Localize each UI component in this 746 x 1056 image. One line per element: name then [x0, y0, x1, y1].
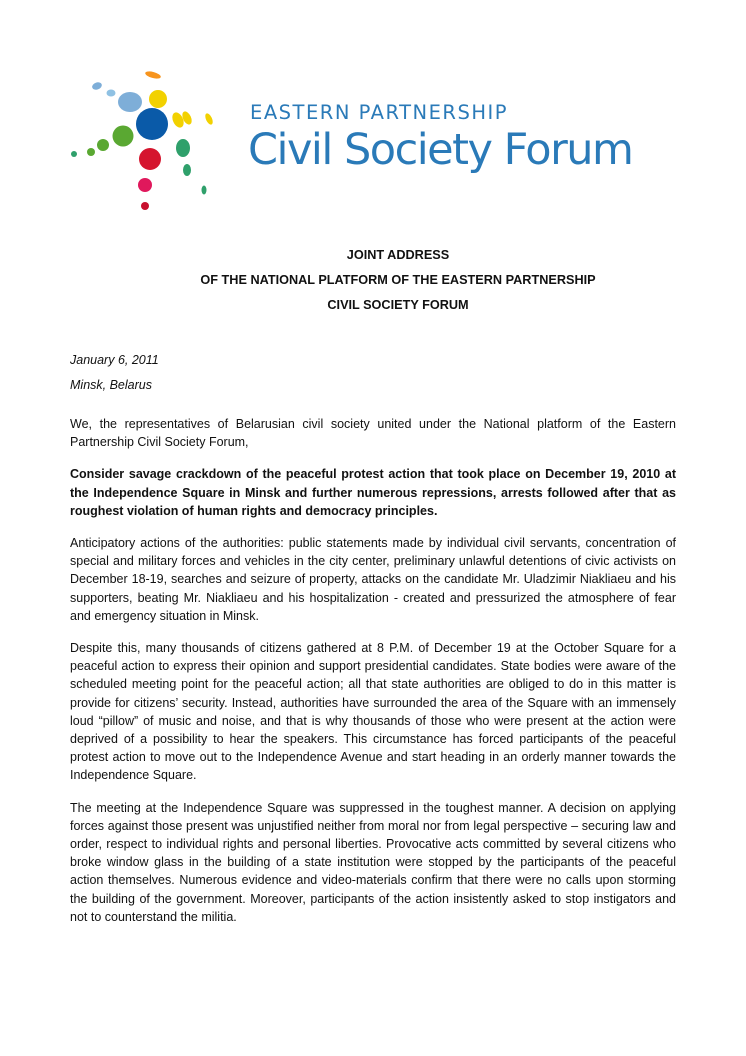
paragraph-anticipatory-actions: Anticipatory actions of the authorities: public statements made by individual civil servants, concentration of special and military forces and vehicles in the city center, preliminary unlawful detentions of civic activists on December 18-19, searches and seizure of property, attacks on the candidate Mr. Uladzimir Niakliaeu and his supporters, beating Mr. Niakliaeu and his hospitalization - created and pressurized the atmosphere of fear and emergency situation in Minsk.	[70, 536, 676, 623]
document-meta	[70, 348, 159, 398]
brand-title-main: Civil Society Forum	[248, 125, 633, 175]
document-body	[70, 415, 676, 940]
paragraph-independence-square: The meeting at the Independence Square was suppressed in the toughest manner. A decision on applying forces against those present was unjustified neither from moral nor from legal perspective – securing law and order, respect to individual rights and personal liberties. Provocative acts committed by several citizens who broke window glass in the building of a state institution were stopped by the participants of the peaceful action themselves. Numerous evidence and video-materials confirm that there were no calls upon storming the building of the government. Moreover, participants of the action insistently asked to stop instigators and not to counterstand the militia.	[70, 800, 676, 924]
paragraph-intro: We, the representatives of Belarusian civil society united under the National platform of the Eastern Partnership Civil Society Forum,	[70, 417, 676, 450]
paragraph-statement: Consider savage crackdown of the peaceful protest action that took place on December 19, 2010 at the Independence Square in Minsk and further numerous repressions, arrests followed after that as roughest violation of human rights and democracy principles.	[70, 467, 676, 518]
title-line-1: JOINT ADDRESS	[346, 248, 450, 262]
paragraph-october-square: Despite this, many thousands of citizens gathered at 8 P.M. of December 19 at the October Square for a peaceful action to express their opinion and support presidential candidates. State bodies were aware of the scheduled meeting point for the peaceful action; all that state authorities are obliged to do in this matter is provide for citizens’ security. Instead, authorities have surrounded the area of the Square with an immensely loud “pillow” of music and noise, and that is why thousands of those who were present at the action were deprived of a possibility to hear the speakers. This circumstance has forced participants of the peaceful protest action to move out to the Independence Avenue and start heading in an orderly manner towards the Independence Square.	[70, 641, 676, 783]
document-date: January 6, 2011	[70, 353, 159, 367]
document-title	[0, 243, 746, 318]
forum-logo-icon	[66, 66, 226, 216]
document-place: Minsk, Belarus	[70, 378, 152, 392]
title-line-2: OF THE NATIONAL PLATFORM OF THE EASTERN PARTNERSHIP	[200, 273, 596, 287]
title-line-3: CIVIL SOCIETY FORUM	[327, 298, 469, 312]
brand-title-top: EASTERN PARTNERSHIP	[250, 101, 509, 124]
